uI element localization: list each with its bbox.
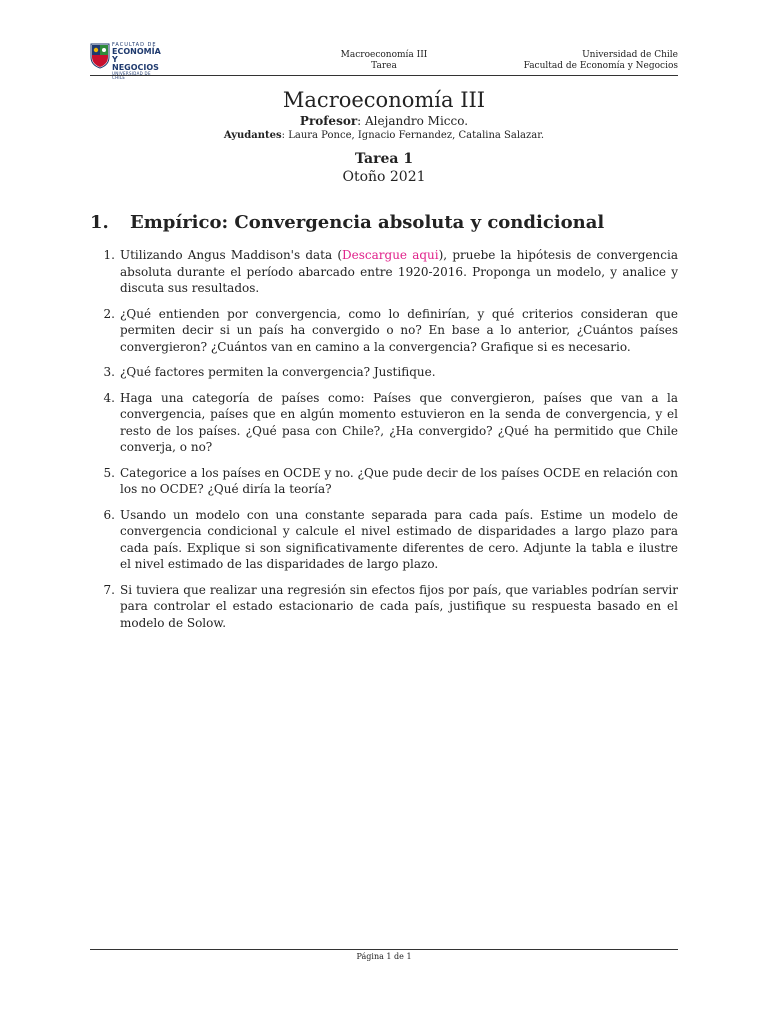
- question-text: ¿Qué factores permiten la convergencia? Justifique.: [120, 365, 436, 379]
- professor-name: : Alejandro Micco.: [357, 114, 469, 128]
- section-1: [90, 212, 678, 640]
- question-number: 4.: [103, 390, 115, 405]
- list-item: [90, 247, 678, 297]
- professor-label: Profesor: [299, 114, 358, 128]
- question-number: 2.: [103, 306, 115, 321]
- assistants-names: : Laura Ponce, Ignacio Fernandez, Catalina Salazar.: [281, 130, 545, 141]
- question-text: [120, 247, 678, 297]
- download-link[interactable]: Descargue aqui: [342, 248, 439, 262]
- header-course-name: Macroeconomía III: [340, 50, 428, 60]
- question-number: 7.: [103, 582, 115, 597]
- footer-rule: [90, 949, 678, 950]
- question-text: Usando un modelo con una constante separada para cada país. Estime un modelo de convergencia condicional y calcule el nivel estimado de disparidades a largo plazo para cada país. Explique si son significativamente diferentes de cero. Adjunte la tabla e ilustre el nivel estimado de las disparidades de largo plazo.: [120, 507, 678, 571]
- homework-title: Tarea 1: [354, 151, 414, 167]
- question-text: Categorice a los países en OCDE y no. ¿Que pude decir de los países OCDE en relación con los no OCDE? ¿Qué diría la teoría?: [120, 465, 678, 496]
- question-number: 6.: [103, 507, 115, 522]
- question-number: 5.: [103, 465, 115, 480]
- question-text: ¿Qué entienden por convergencia, como lo definirían, y qué criterios consideran que permiten decir si un país ha convergido o no? En base a lo anterior, ¿Cuántos países convergieron? ¿Cuántos van en camino a la convergencia? Grafique si es necesario.: [120, 306, 678, 354]
- list-item: [90, 465, 678, 498]
- professor-line: [90, 114, 678, 129]
- list-item: [90, 364, 678, 381]
- header-faculty: Facultad de Economía y Negocios: [523, 61, 678, 71]
- question-text: Si tuviera que realizar una regresión sin efectos fijos por país, que variables podrían servir para controlar el estado estacionario de cada país, justifique su respuesta basado en el modelo de Solow.: [120, 582, 678, 630]
- list-item: [90, 306, 678, 356]
- page-footer: Página 1 de 1: [356, 952, 412, 961]
- question-list: [90, 247, 678, 631]
- section-title: Empírico: Convergencia absoluta y condicional: [130, 212, 605, 233]
- header-rule: [90, 75, 678, 76]
- list-item: [90, 582, 678, 632]
- list-item: [90, 390, 678, 456]
- logo-wordmark: FACULTAD DE ECONOMÍA Y NEGOCIOS UNIVERSIDAD DE CHILE: [112, 42, 161, 80]
- homework-term: Otoño 2021: [342, 169, 426, 185]
- question-text-after: ), pruebe la hipótesis de convergencia absoluta durante el período abarcado entre 1920-2016. Proponga un modelo, y analice y discuta sus resultados.: [120, 248, 678, 295]
- list-item: [90, 507, 678, 573]
- question-number: 1.: [103, 248, 115, 262]
- document-title: Macroeconomía III: [282, 88, 486, 112]
- assistants-line: [90, 129, 678, 142]
- title-block: [90, 86, 678, 186]
- question-number: 3.: [103, 365, 115, 379]
- header-university: Universidad de Chile: [582, 50, 678, 60]
- page-header: [90, 40, 678, 80]
- header-institution: [524, 50, 678, 72]
- section-heading: [90, 212, 678, 233]
- question-text-before: Utilizando Angus Maddison's data (: [120, 248, 343, 262]
- question-text: Haga una categoría de países como: Países que convergieron, países que van a la convergencia, países que en algún momento estuvieron en la senda de convergencia, y el resto de los países. ¿Qué pasa con Chile?, ¿Ha convergido? ¿Qué ha permitido que Chile converja, o no?: [120, 390, 678, 454]
- header-doc-type: Tarea: [371, 61, 397, 71]
- assistants-label: Ayudantes: [223, 130, 282, 141]
- section-number: 1.: [90, 212, 109, 233]
